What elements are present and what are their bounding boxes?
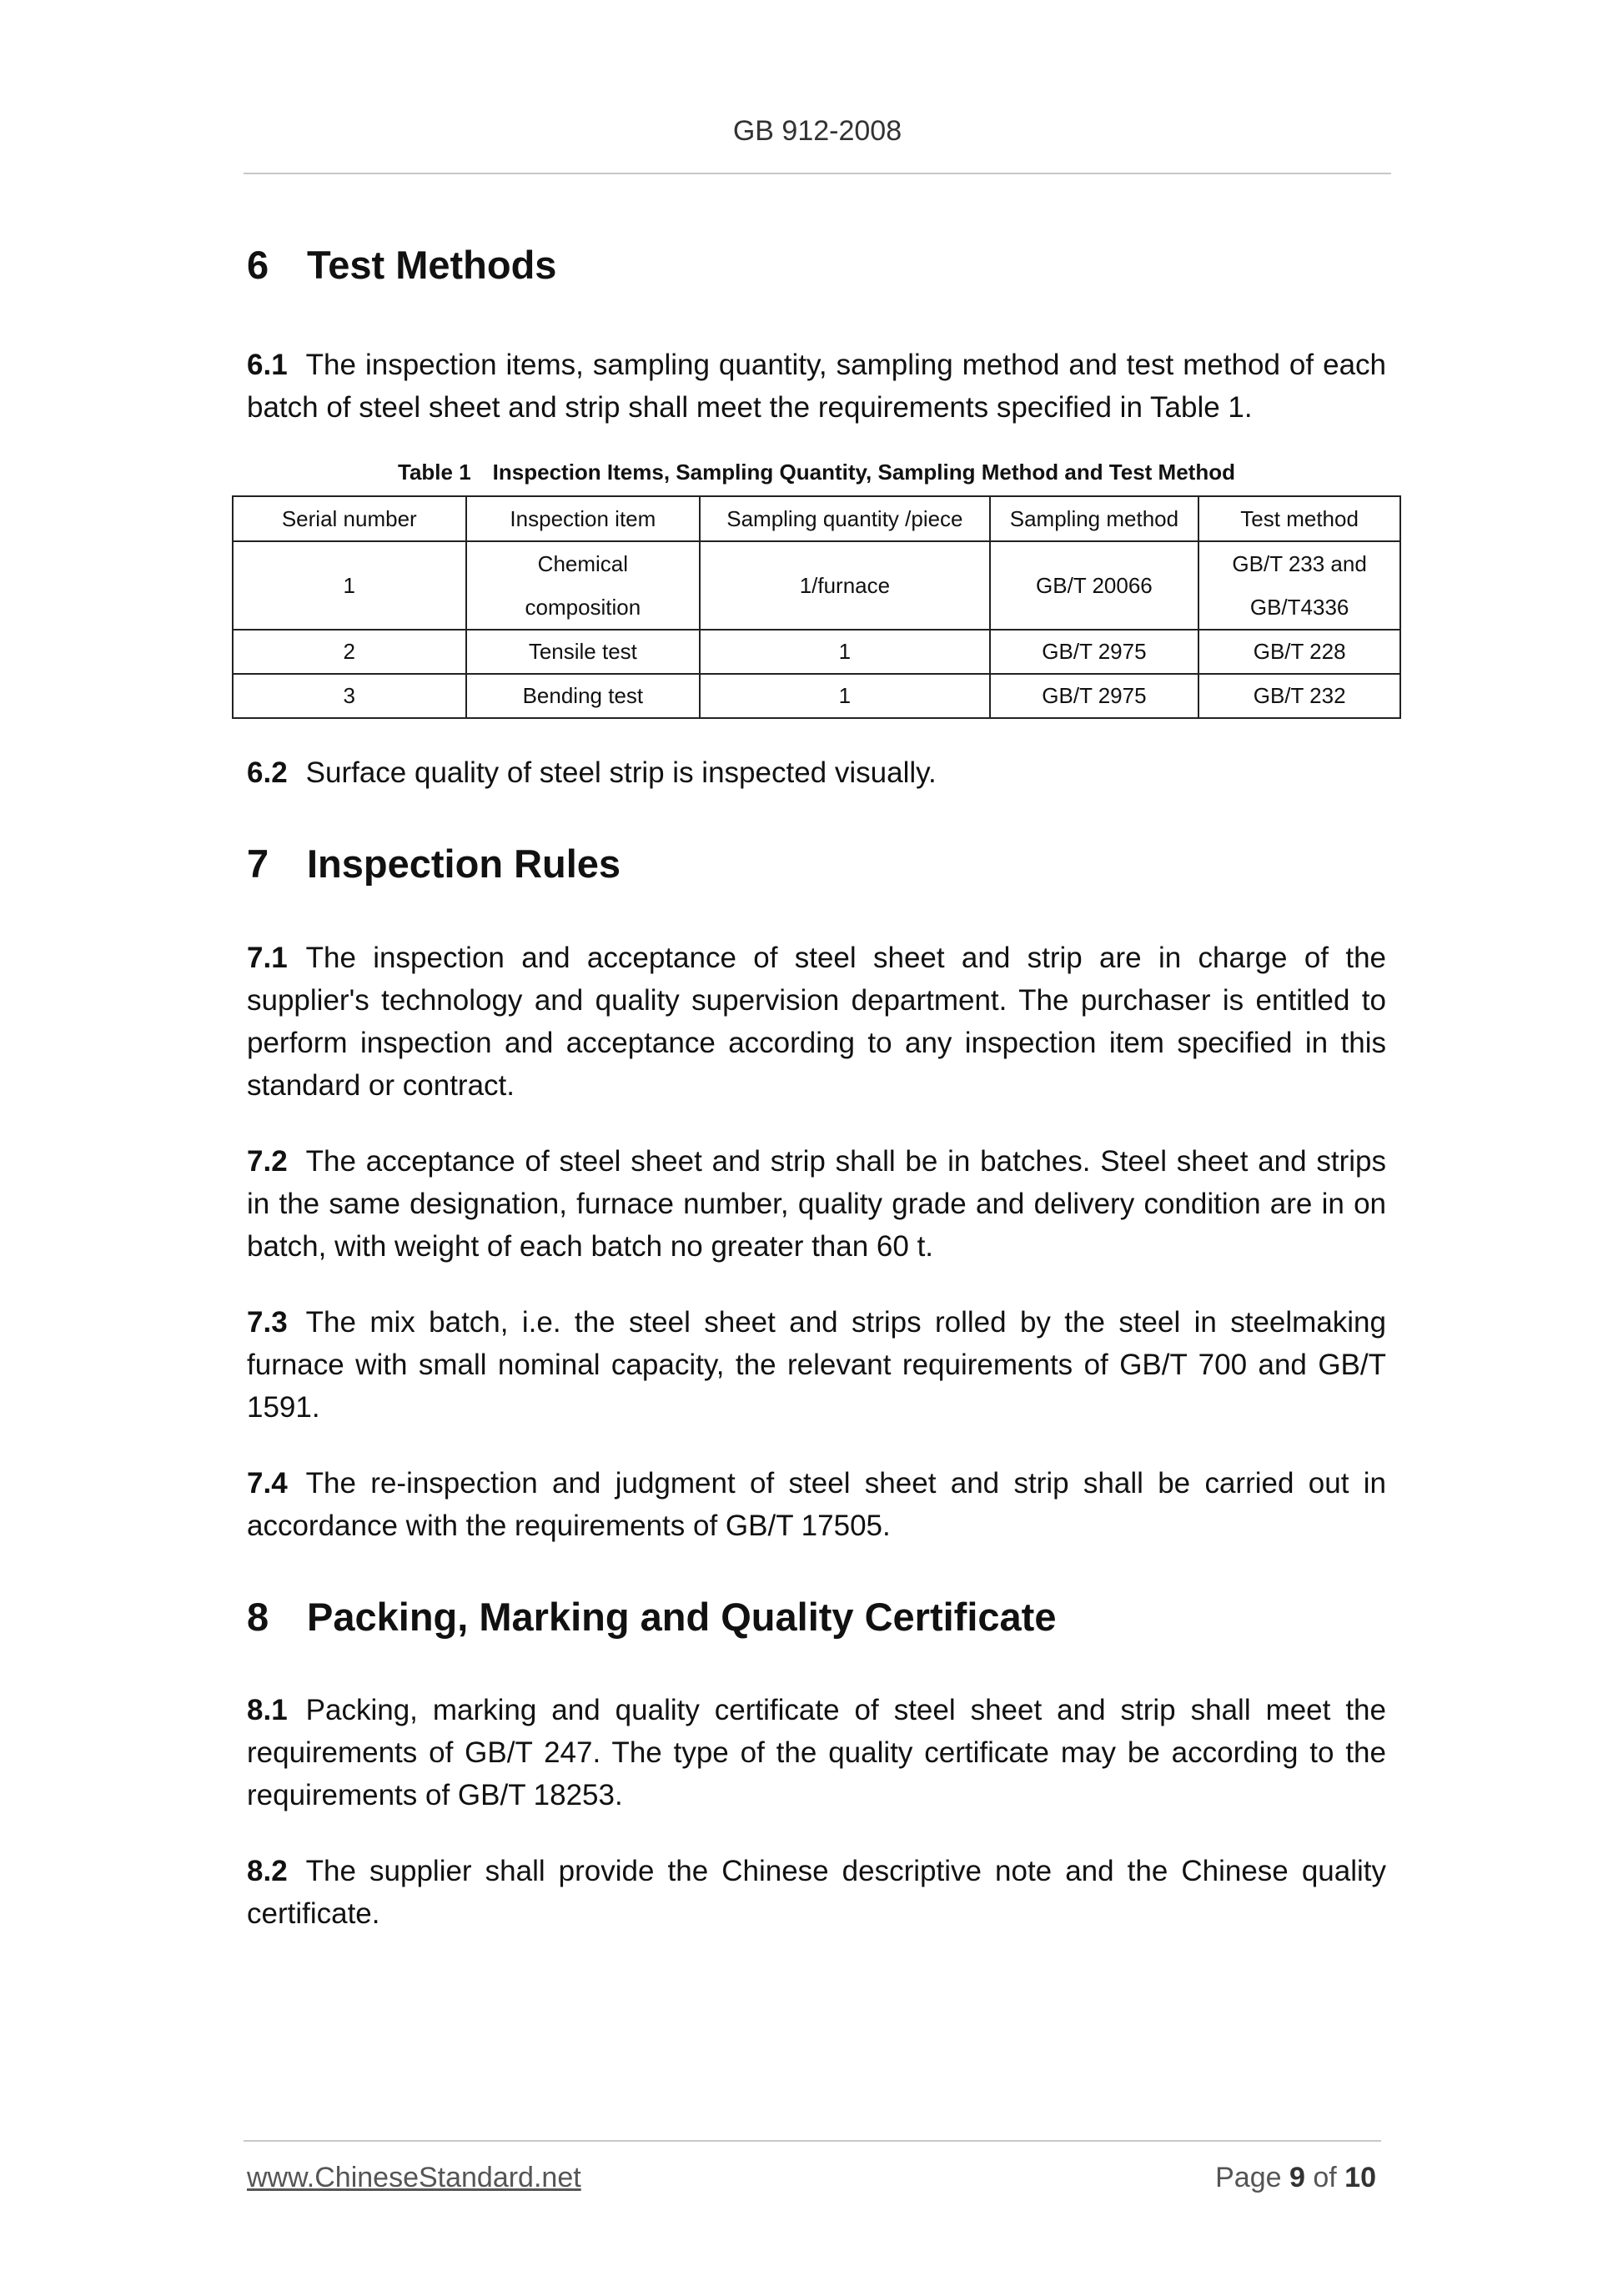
- cell-line: GB/T4336: [1249, 595, 1349, 620]
- footer-site-link[interactable]: www.ChineseStandard.net: [247, 2162, 581, 2193]
- clause-number: 7.2: [247, 1144, 288, 1178]
- cell-test-method: [1198, 541, 1400, 630]
- page-current: 9: [1289, 2162, 1305, 2193]
- clause-number: 6.1: [247, 349, 288, 382]
- footer-divider: [244, 2140, 1381, 2142]
- cell-serial: 3: [233, 674, 466, 718]
- clause-number: 8.1: [247, 1694, 288, 1727]
- cell-line: GB/T 233 and: [1232, 551, 1367, 577]
- cell-serial: 2: [233, 630, 466, 674]
- cell-inspection-item: [466, 541, 701, 630]
- header-test-method: Test method: [1198, 496, 1400, 541]
- cell-serial: 1: [233, 541, 466, 630]
- clause-number: 7.3: [247, 1305, 288, 1339]
- clause-6-2: [247, 751, 1386, 794]
- inspection-table: [232, 495, 1401, 719]
- section-title: Test Methods: [307, 243, 557, 287]
- page-of: of: [1313, 2162, 1337, 2193]
- page-total: 10: [1344, 2162, 1376, 2193]
- cell-sampling-method: GB/T 2975: [990, 630, 1199, 674]
- cell-line: Chemical: [537, 551, 629, 577]
- cell-inspection-item: Tensile test: [466, 630, 701, 674]
- section-7-heading: [247, 841, 1386, 887]
- section-number: 6: [247, 243, 269, 287]
- header-inspection-item: Inspection item: [466, 496, 701, 541]
- table-1-caption: [247, 460, 1386, 485]
- document-body: [247, 242, 1386, 1935]
- clause-text: The inspection items, sampling quantity, sampling method and test method of each batch of steel sheet and strip shall meet the requirements specified in Table 1.: [247, 349, 1386, 425]
- clause-number: 7.4: [247, 1466, 288, 1500]
- table-row: [233, 541, 1400, 630]
- page-prefix: Page: [1215, 2162, 1282, 2193]
- table-number: Table 1: [398, 460, 471, 485]
- section-title: Packing, Marking and Quality Certificate: [307, 1594, 1057, 1639]
- clause-text: The acceptance of steel sheet and strip shall be in batches. Steel sheet and strips in the same designation, furnace number, quality grade and delivery condition are in on batch, with weight of each batch no greater than 60 t.: [247, 1144, 1386, 1263]
- header-sampling-method: Sampling method: [990, 496, 1199, 541]
- section-number: 7: [247, 842, 269, 887]
- clause-8-2: [247, 1850, 1386, 1935]
- section-6-heading: [247, 242, 1386, 289]
- cell-sampling-quantity: 1: [700, 630, 989, 674]
- cell-line: composition: [525, 595, 641, 620]
- clause-7-1: [247, 937, 1386, 1107]
- clause-7-4: [247, 1462, 1386, 1547]
- clause-8-1: [247, 1689, 1386, 1816]
- clause-6-1: [247, 344, 1386, 429]
- clause-text: The supplier shall provide the Chinese descriptive note and the Chinese quality certificate.: [247, 1855, 1386, 1931]
- cell-sampling-quantity: 1/furnace: [700, 541, 989, 630]
- clause-number: 7.1: [247, 941, 288, 974]
- cell-sampling-method: GB/T 20066: [990, 541, 1199, 630]
- cell-sampling-method: GB/T 2975: [990, 674, 1199, 718]
- table-caption-text: Inspection Items, Sampling Quantity, Sampling Method and Test Method: [492, 460, 1235, 485]
- clause-7-2: [247, 1140, 1386, 1268]
- clause-number: 6.2: [247, 756, 288, 790]
- clause-text: The inspection and acceptance of steel sheet and strip are in charge of the supplier's technology and quality supervision department. The purchaser is entitled to perform inspection and acceptance according to any inspection item specified in this standard or contract.: [247, 941, 1386, 1102]
- cell-inspection-item: Bending test: [466, 674, 701, 718]
- clause-text: The re-inspection and judgment of steel sheet and strip shall be carried out in accordance with the requirements of GB/T 17505.: [247, 1466, 1386, 1542]
- section-8-heading: [247, 1594, 1386, 1640]
- clause-text: The mix batch, i.e. the steel sheet and strips rolled by the steel in steelmaking furnace with small nominal capacity, the relevant requirements of GB/T 700 and GB/T 1591.: [247, 1305, 1386, 1424]
- clause-7-3: [247, 1301, 1386, 1429]
- table-row: [233, 630, 1400, 674]
- table-row: [233, 674, 1400, 718]
- header-divider: [244, 173, 1391, 174]
- section-title: Inspection Rules: [307, 842, 621, 887]
- clause-text: Packing, marking and quality certificate of steel sheet and strip shall meet the requirements of GB/T 247. The type of the quality certificate may be according to the requirements of GB/T 18253.: [247, 1694, 1386, 1812]
- clause-number: 8.2: [247, 1855, 288, 1888]
- cell-test-method: GB/T 232: [1198, 674, 1400, 718]
- header-sampling-quantity: Sampling quantity /piece: [700, 496, 989, 541]
- clause-text: Surface quality of steel strip is inspected visually.: [305, 756, 937, 790]
- page-number: [1215, 2162, 1376, 2194]
- section-number: 8: [247, 1594, 269, 1639]
- cell-test-method: GB/T 228: [1198, 630, 1400, 674]
- table-header-row: [233, 496, 1400, 541]
- header-serial-number: Serial number: [233, 496, 466, 541]
- page-header: GB 912-2008: [732, 115, 902, 147]
- cell-sampling-quantity: 1: [700, 674, 989, 718]
